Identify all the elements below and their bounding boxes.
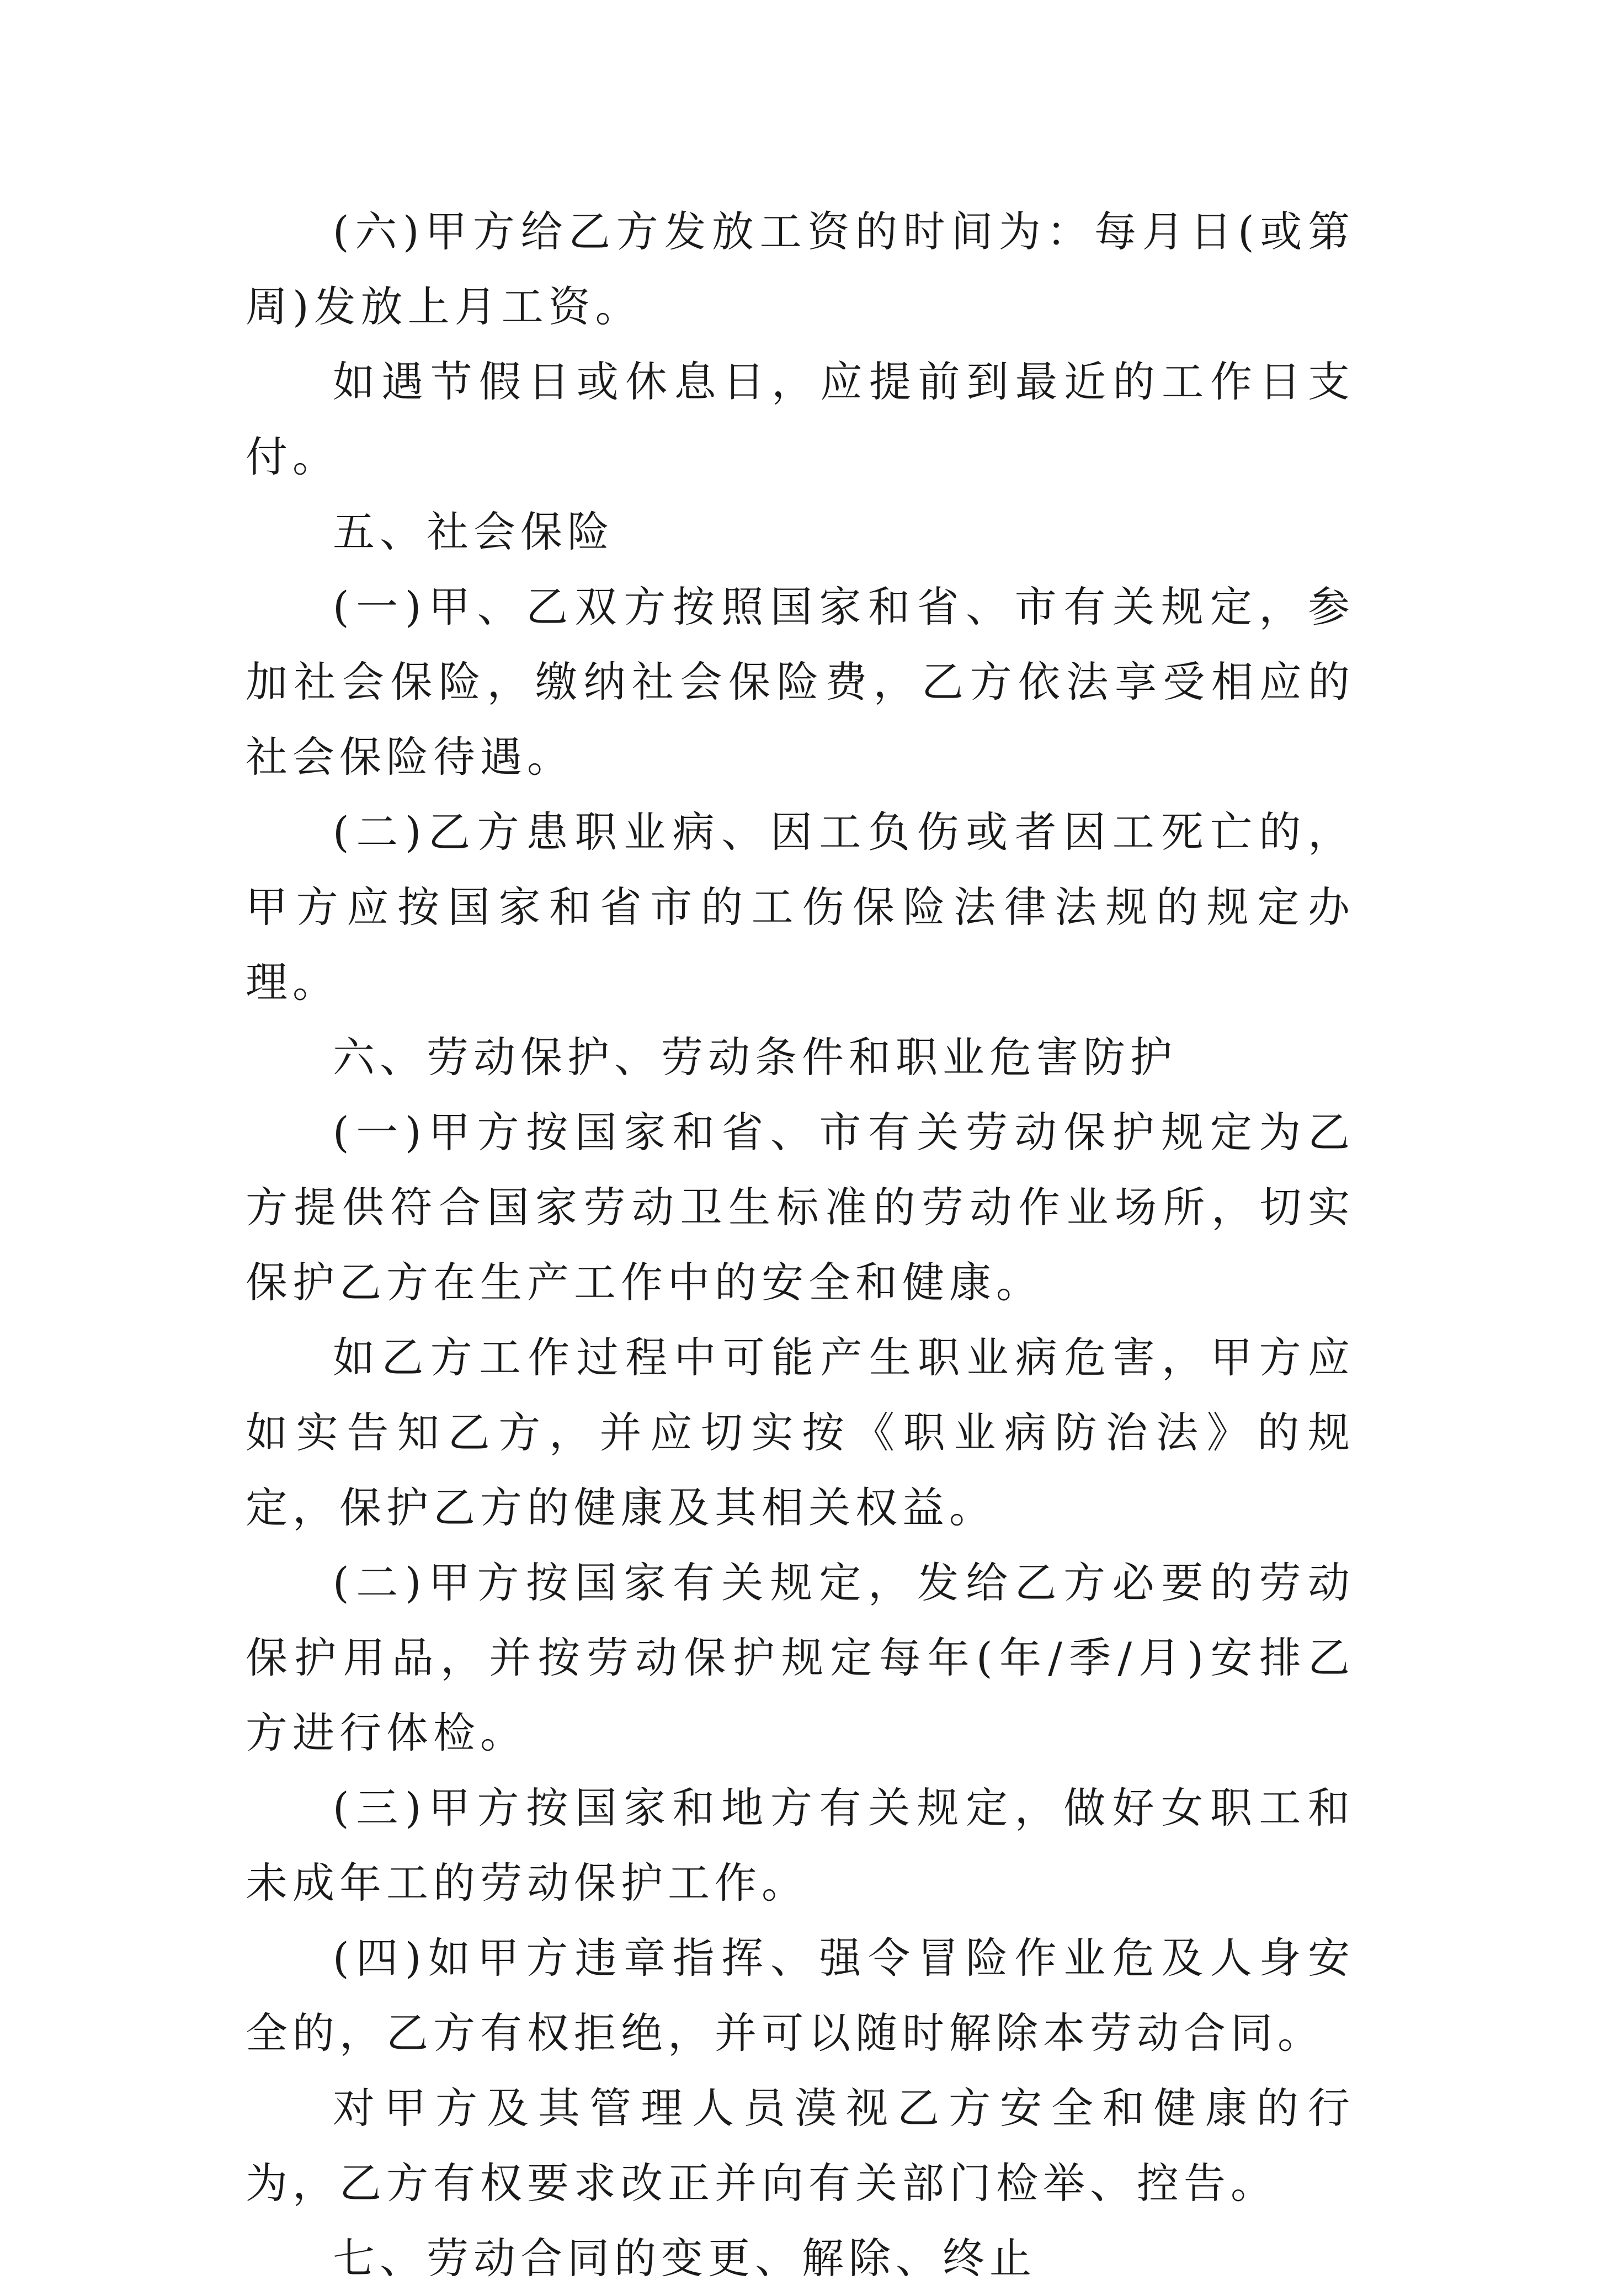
section-heading-contract-changes: 七、劳动合同的变更、解除、终止	[333, 2234, 1036, 2283]
document-body	[246, 194, 1355, 2296]
paragraph-holiday-payment: 如遇节假日或休息日，应提前到最近的工作日支付。	[246, 357, 1355, 481]
paragraph-workplace-standards: (一)甲方按国家和省、市有关劳动保护规定为乙方提供符合国家劳动卫生标准的劳动作业场所，切实保护乙方在生产工作中的安全和健康。	[246, 1108, 1355, 1307]
paragraph-occupational-disease: 如乙方工作过程中可能产生职业病危害，甲方应如实告知乙方，并应切实按《职业病防治法》的规定，保护乙方的健康及其相关权益。	[246, 1333, 1355, 1532]
section-heading-labor-protection: 六、劳动保护、劳动条件和职业危害防护	[333, 1033, 1177, 1082]
paragraph-right-to-report: 对甲方及其管理人员漠视乙方安全和健康的行为，乙方有权要求改正并向有关部门检举、控告。	[246, 2084, 1355, 2208]
paragraph-female-minor-workers: (三)甲方按国家和地方有关规定，做好女职工和未成年工的劳动保护工作。	[246, 1783, 1355, 1907]
paragraph-wage-payment-time: (六)甲方给乙方发放工资的时间为：每月日(或第周)发放上月工资。	[246, 207, 1355, 331]
paragraph-insurance-participation: (一)甲、乙双方按照国家和省、市有关规定，参加社会保险，缴纳社会保险费，乙方依法享受相应的社会保险待遇。	[246, 582, 1355, 782]
paragraph-protective-equipment: (二)甲方按国家有关规定，发给乙方必要的劳动保护用品，并按劳动保护规定每年(年/季/月)安排乙方进行体检。	[246, 1558, 1355, 1757]
paragraph-right-to-refuse: (四)如甲方违章指挥、强令冒险作业危及人身安全的，乙方有权拒绝，并可以随时解除本劳动合同。	[246, 1933, 1355, 2058]
section-heading-social-insurance: 五、社会保险	[333, 507, 614, 556]
paragraph-work-injury: (二)乙方患职业病、因工负伤或者因工死亡的，甲方应按国家和省市的工伤保险法律法规的规定办理。	[246, 807, 1355, 1007]
